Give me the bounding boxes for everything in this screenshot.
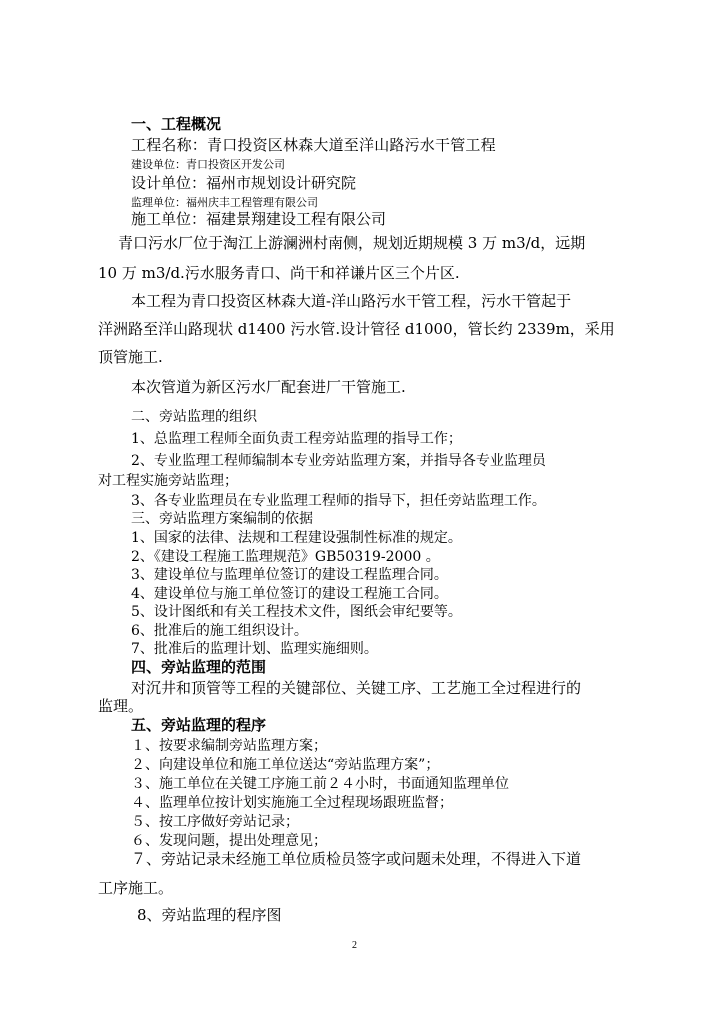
- page-number: 2: [352, 940, 357, 951]
- section-3-item-6: 6、批准后的施工组织设计。: [131, 623, 308, 639]
- section-5-item-7: ７、旁站记录未经施工单位质检员签字或问题未处理，不得进入下道: [131, 850, 582, 868]
- section-2-item-3: 3、各专业监理员在专业监理工程师的指导下，担任旁站监理工作。: [131, 493, 546, 509]
- section-5-item-1: １、按要求编制旁站监理方案；: [131, 738, 327, 754]
- section-2-item-2-cont: 对工程实施旁站监理；: [98, 473, 238, 489]
- section-5-item-8: 8、旁站监理的程序图: [137, 906, 282, 924]
- overview-paragraph-2-line-3: 顶管施工.: [98, 348, 163, 366]
- section-2-item-1: 1、总监理工程师全面负责工程旁站监理的指导工作；: [131, 431, 462, 447]
- section-3-item-1: 1、国家的法律、法规和工程建设强制性标准的规定。: [131, 530, 462, 546]
- client-line: 建设单位：青口投资区开发公司: [131, 158, 285, 171]
- designer-line: 设计单位：福州市规划设计研究院: [131, 174, 357, 192]
- section-3-item-2: 2、《建设工程施工监理规范》GB50319-2000 。: [131, 549, 440, 565]
- section-3-item-7: 7、批准后的监理计划、监理实施细则。: [131, 641, 378, 657]
- overview-paragraph-2-line-1: 本工程为青口投资区林森大道-洋山路污水干管工程，污水干管起于: [131, 292, 572, 310]
- section-5-item-4: ４、监理单位按计划实施施工全过程现场跟班监督；: [131, 795, 453, 811]
- overview-paragraph-2-line-2: 洋洲路至洋山路现状 d1400 污水管.设计管径 d1000，管长约 2339m，采用: [98, 320, 615, 338]
- section-4-line-2: 监理。: [98, 697, 144, 715]
- section-5-item-3: ３、施工单位在关键工序施工前２４小时，书面通知监理单位: [131, 776, 509, 792]
- section-5-item-6: ６、发现问题，提出处理意见；: [131, 833, 327, 849]
- section-3-item-4: 4、建设单位与施工单位签订的建设工程施工合同。: [131, 586, 448, 602]
- section-1-heading: 一、工程概况: [131, 115, 222, 133]
- section-3-item-5: 5、设计图纸和有关工程技术文件，图纸会审纪要等。: [131, 604, 462, 620]
- section-2-item-2: 2、专业监理工程师编制本专业旁站监理方案，并指导各专业监理员: [131, 453, 546, 469]
- section-5-heading: 五、旁站监理的程序: [131, 716, 267, 734]
- contractor-line: 施工单位：福建景翔建设工程有限公司: [131, 210, 387, 228]
- overview-paragraph-1-line-1: 青口污水厂位于淘江上游澜洲村南侧，规划近期规模 3 万 m3/d，远期: [118, 234, 586, 252]
- section-3-heading: 三、旁站监理方案编制的依据: [131, 511, 313, 527]
- overview-paragraph-1-line-2: 10 万 m3/d.污水服务青口、尚干和祥谦片区三个片区.: [98, 264, 460, 282]
- section-3-item-3: 3、建设单位与监理单位签订的建设工程监理合同。: [131, 567, 448, 583]
- section-5-item-5: ５、按工序做好旁站记录；: [131, 814, 299, 830]
- supervisor-line: 监理单位：福州庆丰工程管理有限公司: [131, 196, 318, 209]
- section-5-item-7-cont: 工序施工。: [98, 879, 174, 897]
- section-4-heading: 四、旁站监理的范围: [131, 658, 267, 676]
- section-2-heading: 二、旁站监理的组织: [131, 409, 257, 425]
- project-name-line: 工程名称：青口投资区林森大道至洋山路污水干管工程: [131, 136, 496, 154]
- section-4-line-1: 对沉井和顶管等工程的关键部位、关键工序、工艺施工全过程进行的: [131, 679, 582, 697]
- overview-paragraph-3: 本次管道为新区污水厂配套进厂干管施工.: [131, 378, 406, 396]
- section-5-item-2: ２、向建设单位和施工单位送达“旁站监理方案”；: [131, 757, 440, 773]
